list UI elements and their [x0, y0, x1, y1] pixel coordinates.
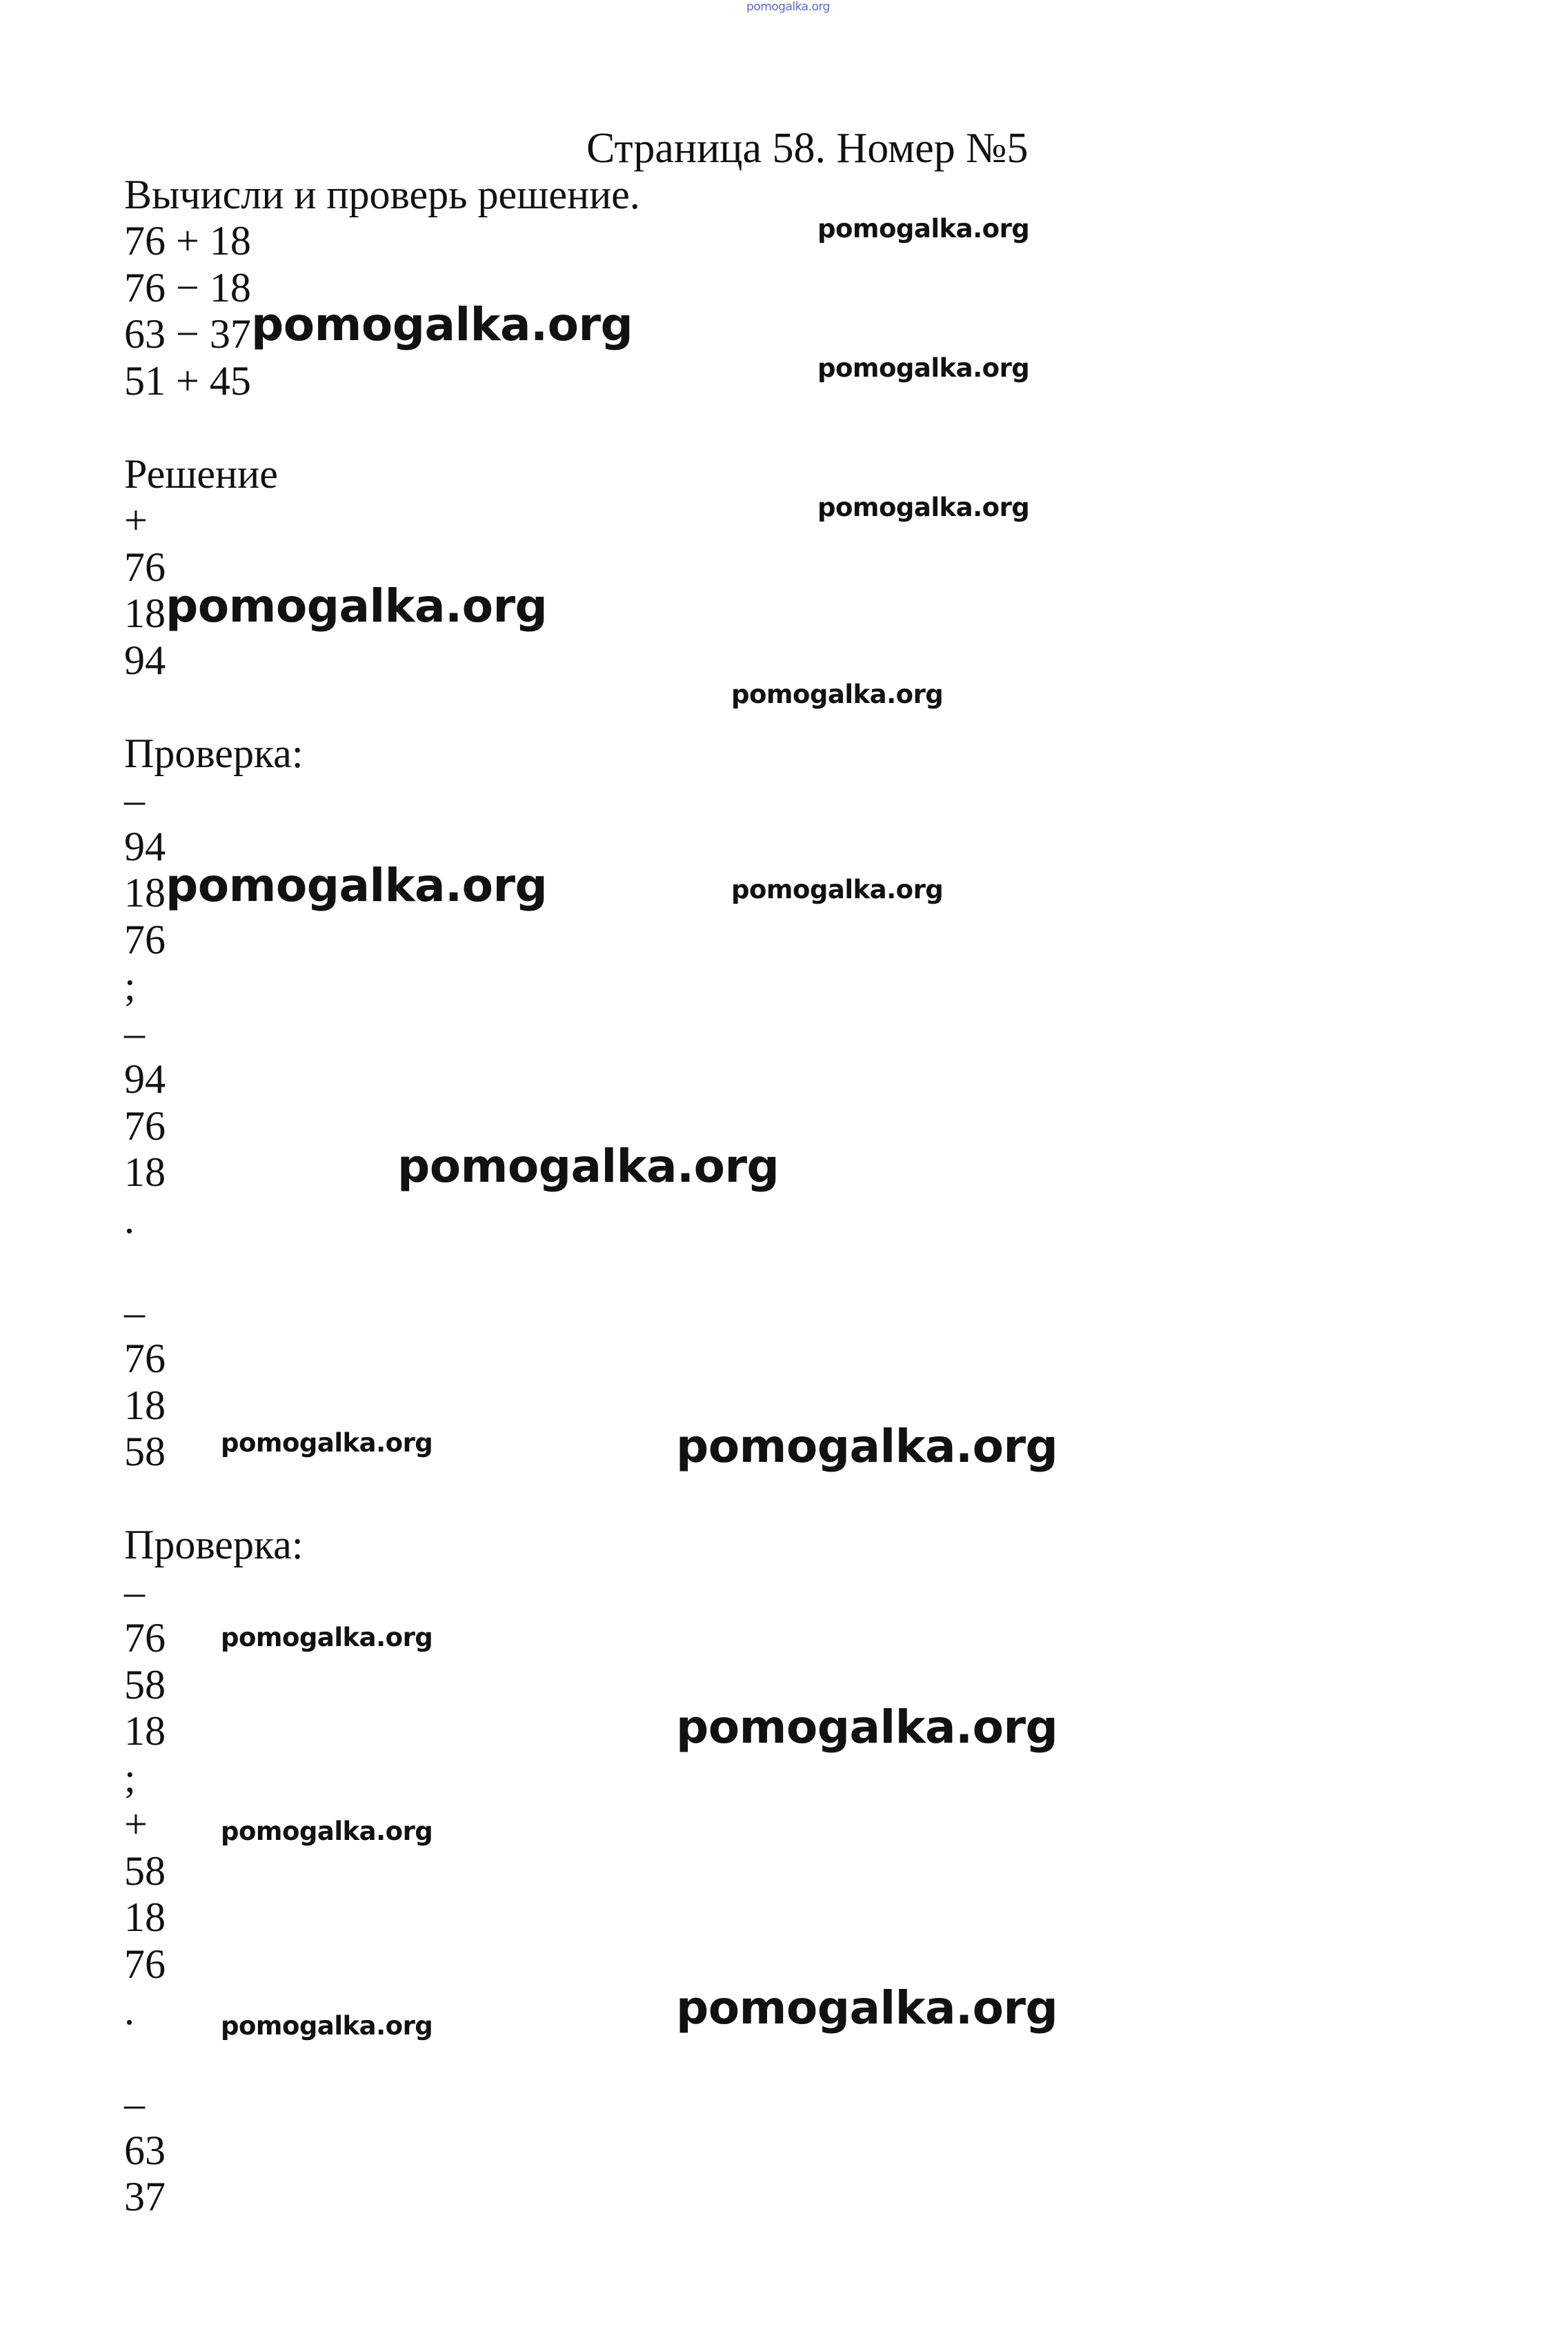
watermark: pomogalka.org [676, 1420, 1058, 1473]
solution-line: 94 [124, 637, 166, 683]
solution-line: 58 [124, 1429, 166, 1474]
watermark: pomogalka.org [221, 1816, 433, 1846]
solution-line: 58 [124, 1848, 166, 1894]
watermark: pomogalka.org [221, 1428, 433, 1458]
watermark: pomogalka.org [817, 214, 1030, 244]
solution-line: 18 [124, 1383, 166, 1428]
solution-line: . [124, 1988, 135, 2033]
solution-line: 58 [124, 1662, 166, 1707]
solution-line: 18 [124, 870, 166, 915]
check-heading: Проверка: [124, 1522, 304, 1567]
solution-line: 76 [124, 544, 166, 590]
watermark: pomogalka.org [731, 875, 944, 904]
solution-line: – [124, 1010, 145, 1056]
watermark: pomogalka.org [817, 353, 1030, 383]
top-watermark: pomogalka.org [746, 0, 830, 14]
watermark: pomogalka.org [166, 859, 548, 912]
solution-line: 63 [124, 2128, 166, 2173]
expression-line: 51 + 45 [124, 358, 251, 404]
solution-line: 76 [124, 1615, 166, 1661]
solution-line: + [124, 1801, 148, 1847]
solution-line: 76 [124, 1103, 166, 1149]
watermark: pomogalka.org [676, 1701, 1058, 1754]
solution-line: . [124, 1196, 135, 1242]
solution-line: 37 [124, 2174, 166, 2219]
solution-line: 76 [124, 917, 166, 962]
watermark: pomogalka.org [221, 2011, 433, 2041]
watermark: pomogalka.org [817, 493, 1030, 522]
solution-line: 18 [124, 591, 166, 636]
solution-line: + [124, 497, 148, 543]
solution-line: 76 [124, 1941, 166, 1987]
solution-line: 76 [124, 1336, 166, 1381]
solution-line: – [124, 1289, 145, 1335]
solution-line: ; [124, 1755, 136, 1801]
solution-line: 18 [124, 1708, 166, 1754]
task-instruction: Вычисли и проверь решение. [124, 172, 640, 217]
expression-line: 76 + 18 [124, 218, 251, 264]
solution-heading: Решение [124, 451, 278, 497]
solution-line: – [124, 777, 145, 822]
solution-line: 94 [124, 1056, 166, 1102]
watermark: pomogalka.org [221, 1623, 433, 1652]
solution-line: 18 [124, 1894, 166, 1940]
watermark: pomogalka.org [251, 298, 633, 351]
expression-line: 63 − 37 [124, 311, 251, 357]
solution-line: 94 [124, 824, 166, 869]
expression-line: 76 − 18 [124, 265, 251, 310]
solution-line: – [124, 1569, 145, 1614]
solution-line: 18 [124, 1149, 166, 1195]
watermark: pomogalka.org [676, 1981, 1058, 2034]
page-title: Страница 58. Номер №5 [586, 125, 1029, 172]
watermark: pomogalka.org [397, 1140, 780, 1193]
check-heading: Проверка: [124, 731, 304, 776]
watermark: pomogalka.org [166, 580, 548, 633]
solution-line: ; [124, 963, 136, 1009]
watermark: pomogalka.org [731, 680, 944, 709]
solution-line: – [124, 2081, 145, 2126]
